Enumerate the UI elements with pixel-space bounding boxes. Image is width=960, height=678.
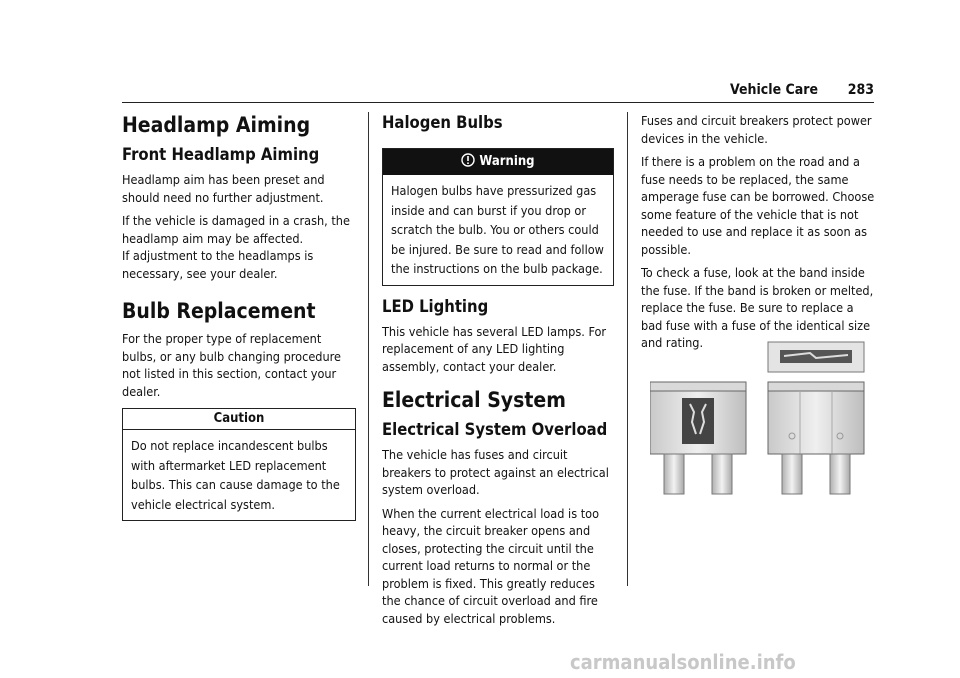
paragraph-aim-preset: Headlamp aim has been preset and should need no further adjustment. <box>122 172 325 205</box>
column-divider-1 <box>368 112 369 586</box>
warning-text: Halogen bulbs have pressurized gas inside and can burst if you drop or scratch the bulb. You or others could be injured. Be sure to read and follow the instructions on the bulb package. <box>391 183 604 276</box>
paragraph-fuses-2: If there is a problem on the road and a fuse needs to be replaced, the same amperage fuse can be borrowed. Choose some feature of the vehicle that is not needed to use and replace it as soon as possible. <box>641 154 875 257</box>
paragraph-bulb-type: For the proper type of replacement bulbs, or any bulb changing procedure not listed in this section, contact your dealer. <box>122 331 342 399</box>
caution-title: Caution <box>123 409 355 430</box>
caution-box <box>122 408 356 521</box>
paragraph-damaged: If the vehicle is damaged in a crash, the headlamp aim may be affected. <box>122 213 350 246</box>
header-rule <box>122 102 874 103</box>
paragraph-overload-1: The vehicle has fuses and circuit breakers to protect against an electrical system overload. <box>382 447 609 497</box>
watermark-text: carmanualsonline.info <box>570 650 796 674</box>
heading-electrical-system: Electrical System <box>382 388 566 412</box>
heading-led-lighting: LED Lighting <box>382 296 489 316</box>
paragraph-fuses-1: Fuses and circuit breakers protect power devices in the vehicle. <box>641 113 872 146</box>
column-1 <box>122 112 356 531</box>
paragraph-adjustment: If adjustment to the headlamps is necessary, see your dealer. <box>122 248 314 281</box>
fuse-illustration <box>650 340 866 500</box>
column-3 <box>641 112 875 358</box>
page-number: 283 <box>847 82 874 98</box>
page-header <box>0 82 960 104</box>
paragraph-overload-2: When the current electrical load is too heavy, the circuit breaker opens and closes, protecting the circuit until the current load returns to normal or the problem is fixed. This greatly reduces the chance of circuit overload and fire caused by electrical problems. <box>382 505 599 626</box>
heading-electrical-overload: Electrical System Overload <box>382 420 608 439</box>
heading-halogen-bulbs: Halogen Bulbs <box>382 113 503 132</box>
heading-bulb-replacement: Bulb Replacement <box>122 299 316 323</box>
warning-title: Warning <box>479 154 535 169</box>
warning-icon <box>461 153 475 167</box>
column-divider-2 <box>627 112 628 586</box>
fuse-good <box>768 382 864 494</box>
paragraph-led: This vehicle has several LED lamps. For replacement of any LED lighting assembly, contact your dealer. <box>382 323 607 374</box>
column-2 <box>382 112 614 633</box>
heading-headlamp-aiming: Headlamp Aiming <box>122 113 311 137</box>
caution-text: Do not replace incandescent bulbs with aftermarket LED replacement bulbs. This can cause damage to the vehicle electrical system. <box>131 438 340 512</box>
fuse-blown <box>650 382 746 494</box>
warning-box <box>382 148 614 286</box>
heading-front-headlamp-aiming: Front Headlamp Aiming <box>122 145 320 164</box>
paragraph-fuses-3: To check a fuse, look at the band inside the fuse. If the band is broken or melted, replace the fuse. Be sure to replace a bad fuse with a fuse of the identical size and rating. <box>641 265 874 350</box>
fuse-top-view <box>768 342 864 372</box>
section-title: Vehicle Care <box>729 82 818 98</box>
warning-header <box>383 149 613 175</box>
